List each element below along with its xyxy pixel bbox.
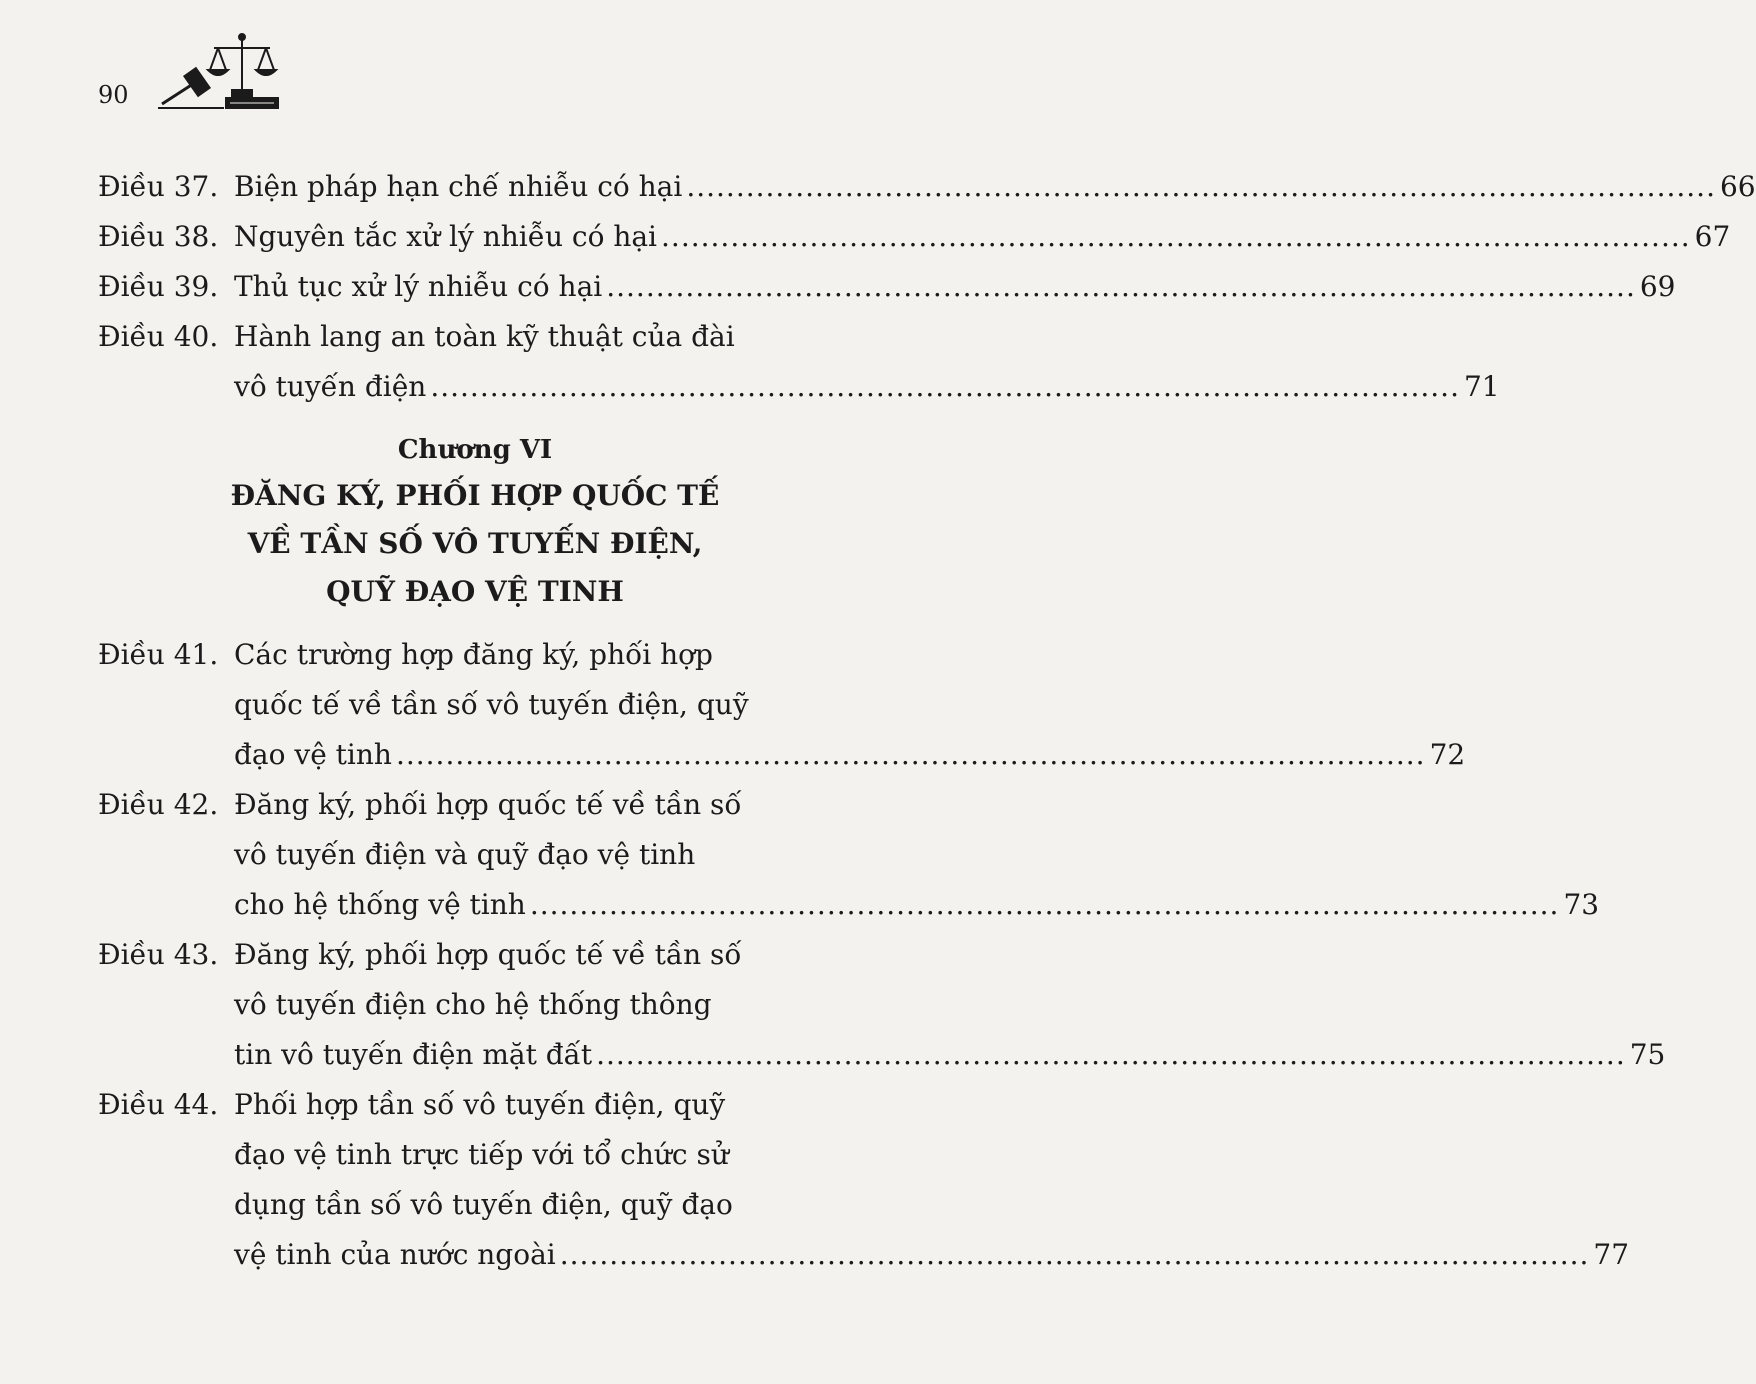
toc-entry-label: Điều 44. xyxy=(98,1088,219,1121)
toc-page-number: 75 xyxy=(1629,1038,1666,1071)
chapter-heading: Chương VI xyxy=(397,435,553,465)
toc-entry-label: Điều 39. xyxy=(98,270,219,303)
toc-entry-text: vô tuyến điện cho hệ thống thông xyxy=(234,988,712,1021)
toc-entry-text: vô tuyến điện xyxy=(234,370,427,403)
toc-entry-text: Đăng ký, phối hợp quốc tế về tần số xyxy=(234,788,742,821)
dot-leader: ........................................................................................................ xyxy=(559,1238,1590,1271)
chapter-title-line: ĐĂNG KÝ, PHỐI HỢP QUỐC TẾ xyxy=(230,479,720,512)
toc-entry-label: Điều 41. xyxy=(98,638,219,671)
toc-entry-dieu-37 xyxy=(98,162,1756,212)
toc-entry-label: Điều 43. xyxy=(98,938,219,971)
toc-entry-text: tin vô tuyến điện mặt đất xyxy=(234,1038,593,1071)
toc-entry-label: Điều 37. xyxy=(98,170,219,203)
toc-page-number: 71 xyxy=(1463,370,1500,403)
dot-leader: ........................................................................................................ xyxy=(606,270,1636,303)
toc-entry-label: Điều 38. xyxy=(98,220,219,253)
toc-entry-dieu-42 xyxy=(98,780,1600,930)
toc-entry-dieu-40 xyxy=(98,312,1500,412)
dot-leader: ........................................................................................................ xyxy=(430,370,1460,403)
toc-entry-label: Điều 40. xyxy=(98,320,219,353)
toc-entry-dieu-38 xyxy=(98,212,1731,262)
chapter-title-line: VỀ TẦN SỐ VÔ TUYẾN ĐIỆN, xyxy=(247,527,703,560)
toc-entry-text: Đăng ký, phối hợp quốc tế về tần số xyxy=(234,938,742,971)
page-number: 90 xyxy=(98,81,129,109)
chapter-title-line: QUỸ ĐẠO VỆ TINH xyxy=(326,575,624,608)
toc-page-number: 66 xyxy=(1719,170,1756,203)
toc-entry-text: Nguyên tắc xử lý nhiễu có hại xyxy=(234,220,658,253)
toc-page-number: 69 xyxy=(1639,270,1676,303)
toc-entry-dieu-44 xyxy=(98,1080,1630,1280)
toc-page-number: 72 xyxy=(1429,738,1466,771)
scales-of-justice-icon xyxy=(156,30,286,112)
toc-entry-dieu-39 xyxy=(98,262,1676,312)
chapter-title xyxy=(100,472,850,616)
toc-entry-label: Điều 42. xyxy=(98,788,219,821)
dot-leader: ........................................................................................................ xyxy=(529,888,1560,921)
toc-entry-text: cho hệ thống vệ tinh xyxy=(234,888,526,921)
dot-leader: ........................................................................................................ xyxy=(395,738,1426,771)
dot-leader: ........................................................................................................ xyxy=(661,220,1691,253)
toc-entry-text: vô tuyến điện và quỹ đạo vệ tinh xyxy=(234,838,696,871)
toc-page-number: 67 xyxy=(1694,220,1731,253)
toc-entry-text: dụng tần số vô tuyến điện, quỹ đạo xyxy=(234,1188,733,1221)
toc-entry-text: Biện pháp hạn chế nhiễu có hại xyxy=(234,170,683,203)
toc-entry-text: quốc tế về tần số vô tuyến điện, quỹ xyxy=(234,688,749,721)
toc-entry-text: Thủ tục xử lý nhiễu có hại xyxy=(234,270,603,303)
toc-entry-text: Hành lang an toàn kỹ thuật của đài xyxy=(234,320,735,353)
toc-entry-dieu-43 xyxy=(98,930,1666,1080)
toc-page-number: 77 xyxy=(1593,1238,1630,1271)
dot-leader: ........................................................................................................ xyxy=(596,1038,1626,1071)
toc-page-number: 73 xyxy=(1563,888,1600,921)
toc-entry-text: Các trường hợp đăng ký, phối hợp xyxy=(234,638,713,671)
toc-entry-text: đạo vệ tinh xyxy=(234,738,392,771)
toc-entry-text: đạo vệ tinh trực tiếp với tổ chức sử xyxy=(234,1138,729,1171)
toc-entry-text: vệ tinh của nước ngoài xyxy=(234,1238,556,1271)
toc-entry-text: Phối hợp tần số vô tuyến điện, quỹ xyxy=(234,1088,726,1121)
dot-leader: ........................................................................................................ xyxy=(686,170,1716,203)
toc-entry-dieu-41 xyxy=(98,630,1466,780)
